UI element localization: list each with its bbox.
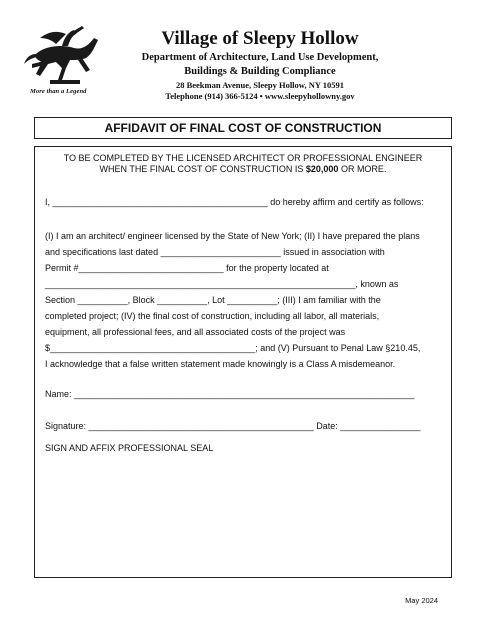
permit-line[interactable]: Permit #_____________________________ for the property located at (45, 263, 329, 273)
body-line: completed project; (IV) the final cost of construction, including all labor, all materials, (45, 311, 380, 321)
property-line[interactable]: ______________________________________________________________, known as (45, 279, 399, 289)
instruction-line-1: TO BE COMPLETED BY THE LICENSED ARCHITECT OR PROFESSIONAL ENGINEER (63, 153, 423, 163)
affidavit-form (34, 146, 452, 578)
village-name: Village of Sleepy Hollow (161, 28, 359, 49)
document-title: AFFIDAVIT OF FINAL COST OF CONSTRUCTION (34, 117, 452, 139)
seal-label: SIGN AND AFFIX PROFESSIONAL SEAL (45, 443, 214, 453)
department-line-1: Department of Architecture, Land Use Development, (141, 52, 379, 63)
name-field[interactable]: Name: ____________________________________________________________________ (45, 389, 415, 399)
body-line: (I) I am an architect/ engineer licensed by the State of New York; (II) I have prepared the plans (45, 231, 420, 241)
body-line: equipment, all professional fees, and all associated costs of the project was (45, 327, 346, 337)
village-motto: More than a Legend (30, 88, 87, 95)
cost-line[interactable]: $_________________________________________; and (V) Pursuant to Penal Law §210.45, (45, 343, 421, 353)
department-line-2: Buildings & Building Compliance (184, 66, 336, 77)
revision-date: May 2024 (405, 596, 438, 605)
letterhead (110, 28, 410, 102)
village-logo (22, 24, 110, 98)
affirm-line[interactable]: I, ___________________________________________ do hereby affirm and certify as follows: (45, 197, 424, 207)
signature-date-field[interactable]: Signature: _____________________________________________ Date: ________________ (45, 421, 421, 431)
instruction-line-2 (35, 164, 451, 175)
section-block-lot-line[interactable]: Section __________, Block __________, Lot __________; (III) I am familiar with the (45, 295, 381, 305)
headless-horseman-logo-icon (22, 24, 110, 86)
address: 28 Beekman Avenue, Sleepy Hollow, NY 10591 (175, 80, 345, 90)
body-line: I acknowledge that a false written statement made knowingly is a Class A misdemeanor. (45, 359, 396, 369)
instruction-text: WHEN THE FINAL COST OF CONSTRUCTION IS (99, 164, 306, 174)
instructions (35, 153, 451, 175)
plans-date-line[interactable]: and specifications last dated ________________________ issued in association with (45, 247, 385, 257)
threshold-amount: $20,000 (305, 164, 339, 174)
instruction-text-end: OR MORE. (338, 164, 387, 174)
contact-line: Telephone (914) 366-5124 • www.sleepyhollowny.gov (165, 91, 355, 101)
